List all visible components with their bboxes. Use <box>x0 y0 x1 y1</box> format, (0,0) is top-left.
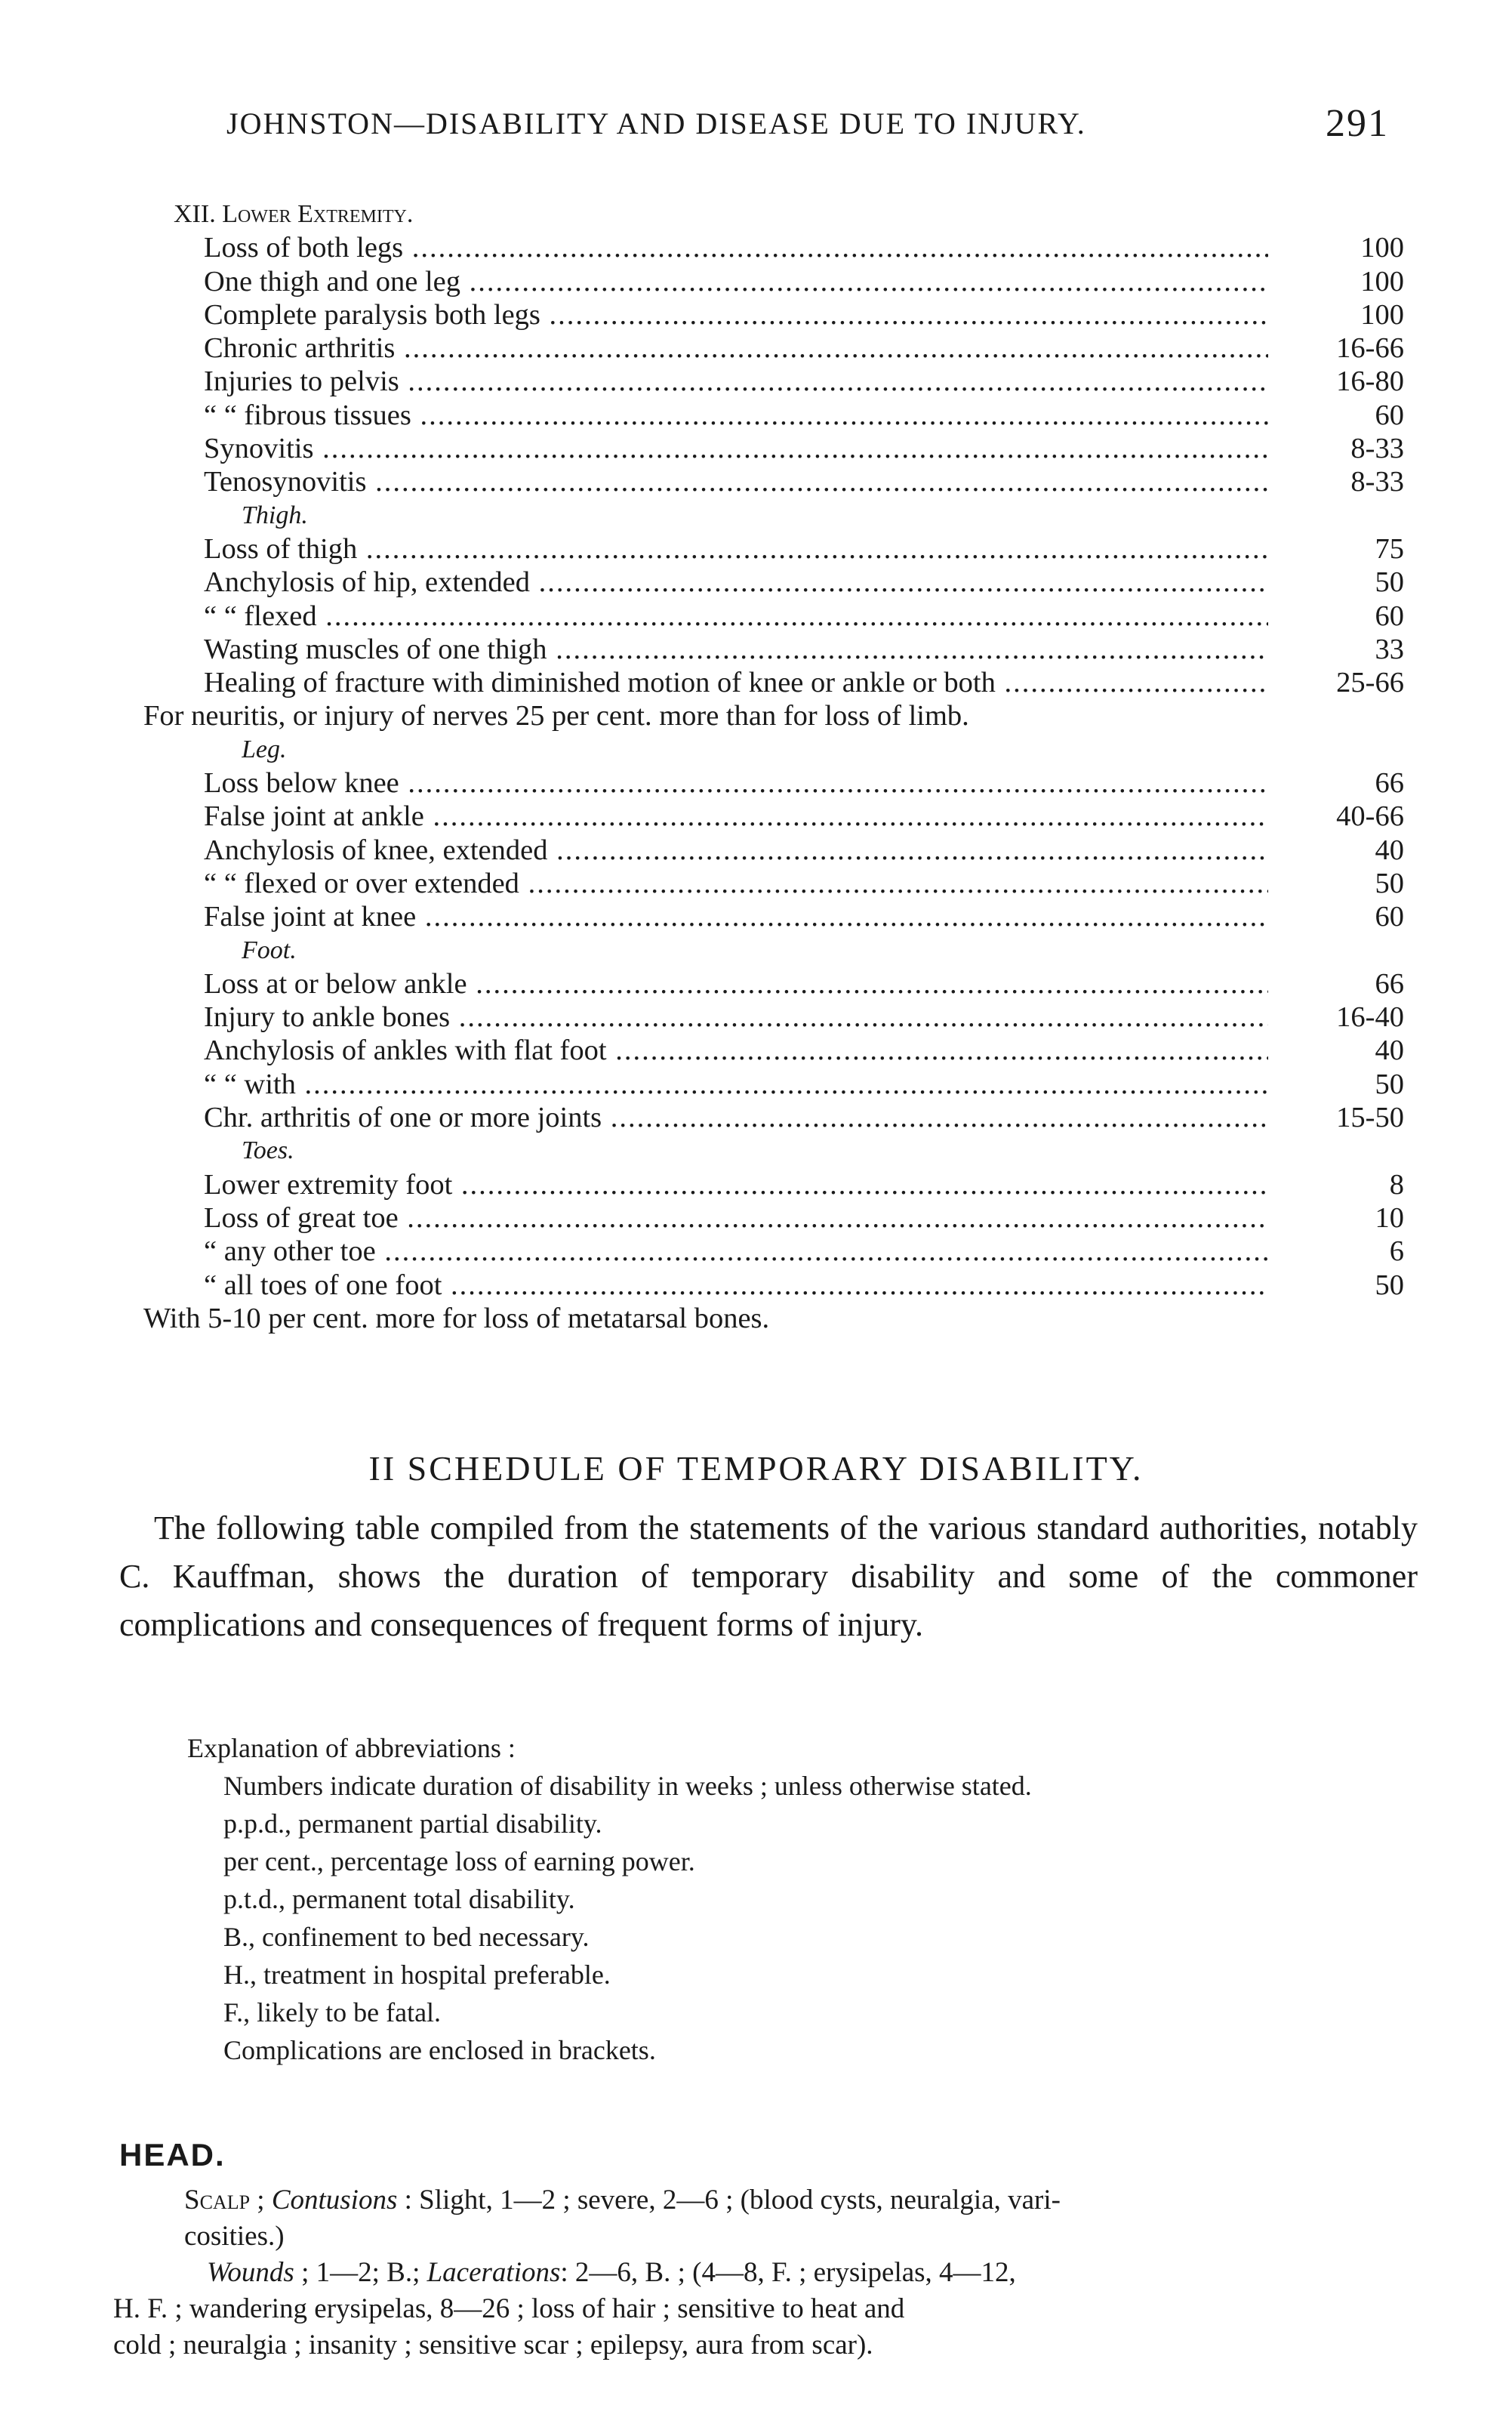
row-label: Anchylosis of hip, extended ..... <box>204 566 1268 599</box>
row-label: Chr. arthritis of one or more joints ..... <box>204 1101 1268 1134</box>
row-label: Wasting muscles of one thigh ..... <box>204 633 1268 666</box>
section-title: II SCHEDULE OF TEMPORARY DISABILITY. <box>368 1449 1144 1488</box>
row-label: XII. Lower Extremity. <box>174 200 414 228</box>
row-value: 50 <box>1375 867 1404 899</box>
row-label: Chronic arthritis ..... <box>204 331 1268 365</box>
schedule-row <box>136 1269 1419 1302</box>
row-label: Synovitis ..... <box>204 432 1268 465</box>
row-value: 40-66 <box>1336 800 1404 833</box>
wounds-label: Wounds <box>207 2257 294 2288</box>
row-value: 16-80 <box>1336 365 1404 398</box>
schedule-row <box>136 600 1419 633</box>
row-value: 8 <box>1389 1168 1404 1201</box>
abbreviation-line: F., likely to be fatal. <box>223 1997 442 2027</box>
running-title: JOHNSTON—DISABILITY AND DISEASE DUE TO INJURY. <box>226 106 1086 140</box>
row-label: Leg. <box>242 735 287 763</box>
abbreviation-line: per cent., percentage loss of earning power. <box>223 1846 695 1876</box>
row-value: 50 <box>1375 1068 1404 1100</box>
row-value: 40 <box>1375 1035 1404 1067</box>
schedule-row <box>136 900 1419 933</box>
row-label: Anchylosis of knee, extended ..... <box>204 834 1268 867</box>
schedule-row <box>136 666 1419 699</box>
abbreviation-line: B., confinement to bed necessary. <box>223 1922 590 1952</box>
schedule-row <box>136 1235 1419 1268</box>
schedule-row <box>136 532 1419 566</box>
row-value: 100 <box>1360 298 1404 331</box>
row-label: “ all toes of one foot ..... <box>204 1269 1268 1302</box>
schedule-subheading <box>136 499 1419 532</box>
schedule-heading <box>136 198 1419 231</box>
schedule-row <box>136 399 1419 432</box>
row-label: Tenosynovitis ..... <box>204 465 1268 498</box>
row-label: “ “ flexed or over extended ..... <box>204 867 1268 900</box>
head-section-label: HEAD. <box>119 2137 226 2172</box>
row-value: 50 <box>1375 1269 1404 1301</box>
contusions-continuation: cosities.) <box>184 2221 285 2252</box>
schedule-row <box>136 1101 1419 1134</box>
row-label: “ any other toe ..... <box>204 1235 1268 1268</box>
schedule-row <box>136 231 1419 264</box>
scalp-wounds-line <box>184 2255 1430 2291</box>
abbreviation-line: p.p.d., permanent partial disability. <box>223 1808 602 1839</box>
schedule-row <box>136 1168 1419 1201</box>
row-value: 60 <box>1375 600 1404 632</box>
row-label: With 5-10 per cent. more for loss of metatarsal bones. <box>143 1302 770 1334</box>
schedule-row <box>136 1001 1419 1034</box>
row-value: 66 <box>1375 767 1404 800</box>
row-label: “ “ with ..... <box>204 1068 1268 1101</box>
schedule-subheading <box>136 733 1419 766</box>
schedule-row <box>136 1068 1419 1101</box>
lacerations-text: : 2—6, B. ; (4—8, F. ; erysipelas, 4—12, <box>560 2257 1016 2288</box>
row-label: False joint at knee ..... <box>204 900 1268 933</box>
row-value: 50 <box>1375 566 1404 599</box>
abbreviations-heading: Explanation of abbreviations : <box>187 1733 516 1763</box>
row-label: Toes. <box>242 1136 294 1165</box>
row-value: 16-40 <box>1336 1001 1404 1034</box>
schedule-row <box>136 265 1419 298</box>
abbreviations-block <box>187 1729 1425 2069</box>
row-value: 8-33 <box>1350 433 1404 465</box>
row-value: 8-33 <box>1350 466 1404 498</box>
row-label: Loss below knee ..... <box>204 766 1268 800</box>
row-value: 60 <box>1375 901 1404 933</box>
schedule-row <box>136 432 1419 465</box>
schedule-row <box>136 566 1419 599</box>
row-label: “ “ flexed ..... <box>204 600 1268 633</box>
row-value: 40 <box>1375 834 1404 866</box>
row-value: 100 <box>1360 232 1404 264</box>
schedule-subheading <box>136 934 1419 967</box>
row-label: Anchylosis of ankles with flat foot ..... <box>204 1034 1268 1067</box>
schedule-row <box>136 766 1419 800</box>
row-label: Thigh. <box>242 501 308 529</box>
schedule-row <box>136 867 1419 900</box>
schedule-row <box>136 1034 1419 1067</box>
row-value: 25-66 <box>1336 667 1404 699</box>
row-value: 66 <box>1375 967 1404 1000</box>
row-value: 10 <box>1375 1201 1404 1234</box>
intro-paragraph: The following table compiled from the statements of the various standard authorities, notably C. Kauffman, shows the duration of temporary disability and some of the commoner complications and consequences of frequent forms of injury. <box>119 1509 1418 1643</box>
page-header <box>226 102 1389 151</box>
wounds-continuation: H. F. ; wandering erysipelas, 8—26 ; loss of hair ; sensitive to heat and <box>113 2293 905 2324</box>
row-label: Loss of both legs ..... <box>204 231 1268 264</box>
schedule-row <box>136 800 1419 833</box>
row-label: Healing of fracture with diminished motion of knee or ankle or both ..... <box>204 666 1268 699</box>
row-value: 33 <box>1375 633 1404 665</box>
row-label: Loss of great toe ..... <box>204 1201 1268 1235</box>
abbreviation-line: H., treatment in hospital preferable. <box>223 1960 611 1990</box>
schedule-row <box>136 365 1419 398</box>
row-label: False joint at ankle ..... <box>204 800 1268 833</box>
schedule-row <box>136 298 1419 331</box>
schedule-row <box>136 834 1419 867</box>
lacerations-label: Lacerations <box>427 2257 561 2288</box>
row-value: 60 <box>1375 399 1404 431</box>
schedule-row <box>136 1201 1419 1235</box>
abbreviation-line: Numbers indicate duration of disability in weeks ; unless otherwise stated. <box>223 1771 1032 1801</box>
contusions-text: : Slight, 1—2 ; severe, 2—6 ; (blood cysts, neuralgia, vari- <box>404 2185 1061 2216</box>
scalp-entry <box>113 2182 1430 2364</box>
row-label: Injury to ankle bones ..... <box>204 1001 1268 1034</box>
row-label: Injuries to pelvis ..... <box>204 365 1268 398</box>
row-label: Loss at or below ankle ..... <box>204 967 1268 1001</box>
scalp-contusions-line: Scalp ; Contusions : Slight, 1—2 ; severe, 2—6 ; (blood cysts, neuralgia, vari- <box>184 2185 1061 2216</box>
schedule-note <box>136 699 1419 732</box>
schedule-row <box>136 331 1419 365</box>
row-value: 6 <box>1389 1235 1404 1268</box>
row-value: 16-66 <box>1336 332 1404 365</box>
page-number: 291 <box>1326 102 1389 145</box>
row-label: For neuritis, or injury of nerves 25 per cent. more than for loss of limb. <box>143 700 969 732</box>
row-value: 15-50 <box>1336 1102 1404 1134</box>
abbreviation-line: p.t.d., permanent total disability. <box>223 1884 575 1914</box>
row-value: 75 <box>1375 532 1404 565</box>
row-label: Complete paralysis both legs ..... <box>204 298 1268 331</box>
row-label: “ “ fibrous tissues ..... <box>204 399 1268 432</box>
row-label: Lower extremity foot ..... <box>204 1168 1268 1201</box>
wounds-text: ; 1—2; B.; <box>301 2257 420 2288</box>
row-label: One thigh and one leg ..... <box>204 265 1268 298</box>
schedule-row <box>136 465 1419 498</box>
schedule-row <box>136 967 1419 1001</box>
disability-schedule-table <box>136 198 1419 1335</box>
schedule-row <box>136 633 1419 666</box>
wounds-continuation: cold ; neuralgia ; insanity ; sensitive scar ; epilepsy, aura from scar). <box>113 2330 873 2360</box>
contusions-label: Contusions <box>271 2185 398 2216</box>
schedule-note <box>136 1302 1419 1335</box>
schedule-subheading <box>136 1134 1419 1167</box>
scalp-label: Scalp <box>184 2185 251 2216</box>
row-value: 100 <box>1360 265 1404 298</box>
abbreviation-line: Complications are enclosed in brackets. <box>223 2035 656 2065</box>
row-label: Loss of thigh ..... <box>204 532 1268 566</box>
row-label: Foot. <box>242 936 297 964</box>
